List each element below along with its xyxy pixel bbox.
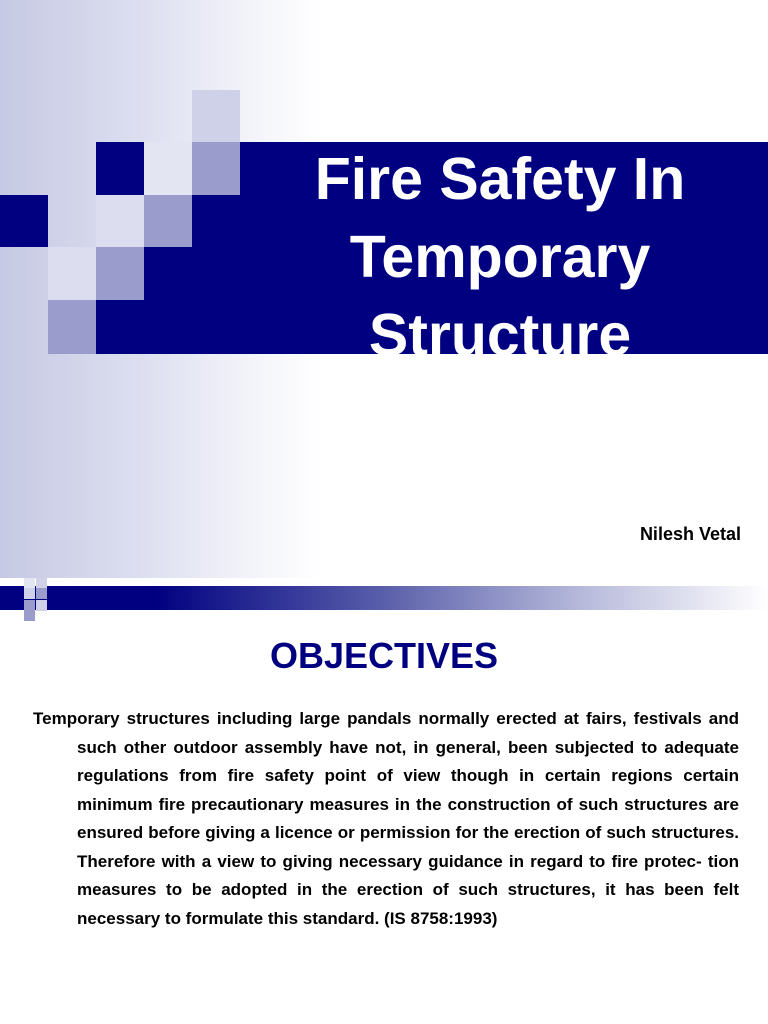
decorative-pixel <box>24 600 35 611</box>
decorative-square <box>48 247 96 300</box>
decorative-pixel <box>36 600 47 611</box>
slide-title: Fire Safety In Temporary Structure <box>314 146 686 368</box>
decorative-square <box>48 300 96 354</box>
objectives-paragraph: Temporary structures including large pandals normally erected at fairs, festivals and such other outdoor assembly have not, in general, been subjected to adequate regulations from fire safety point of view though in certain regions certain minimum fire precautionary measures in the construction of such structures are ensured before giving a licence or permission for the erection of such structures. Therefore with a view to giving necessary guidance in regard to fire protec- tion measures to be adopted in the erection of such structures, it has been felt necessary to formulate this standard. (IS 8758:1993) <box>33 709 739 928</box>
decorative-pixel <box>12 588 23 599</box>
objectives-heading: OBJECTIVES <box>269 635 499 676</box>
decorative-pixel <box>24 588 35 599</box>
decorative-pixel <box>36 578 47 588</box>
objectives-slide <box>0 578 768 1024</box>
decorative-square <box>144 142 192 195</box>
decorative-pixel <box>24 611 35 621</box>
decorative-square <box>96 195 144 247</box>
decorative-pixel <box>24 578 35 588</box>
decorative-left-band <box>0 195 48 247</box>
decorative-square <box>192 142 240 195</box>
author-name: Nilesh Vetal <box>639 524 741 544</box>
decorative-square <box>96 247 144 300</box>
decorative-square <box>144 195 192 247</box>
decorative-square <box>192 90 240 142</box>
decorative-pixel <box>36 588 47 599</box>
header-gradient-bar <box>0 586 768 610</box>
